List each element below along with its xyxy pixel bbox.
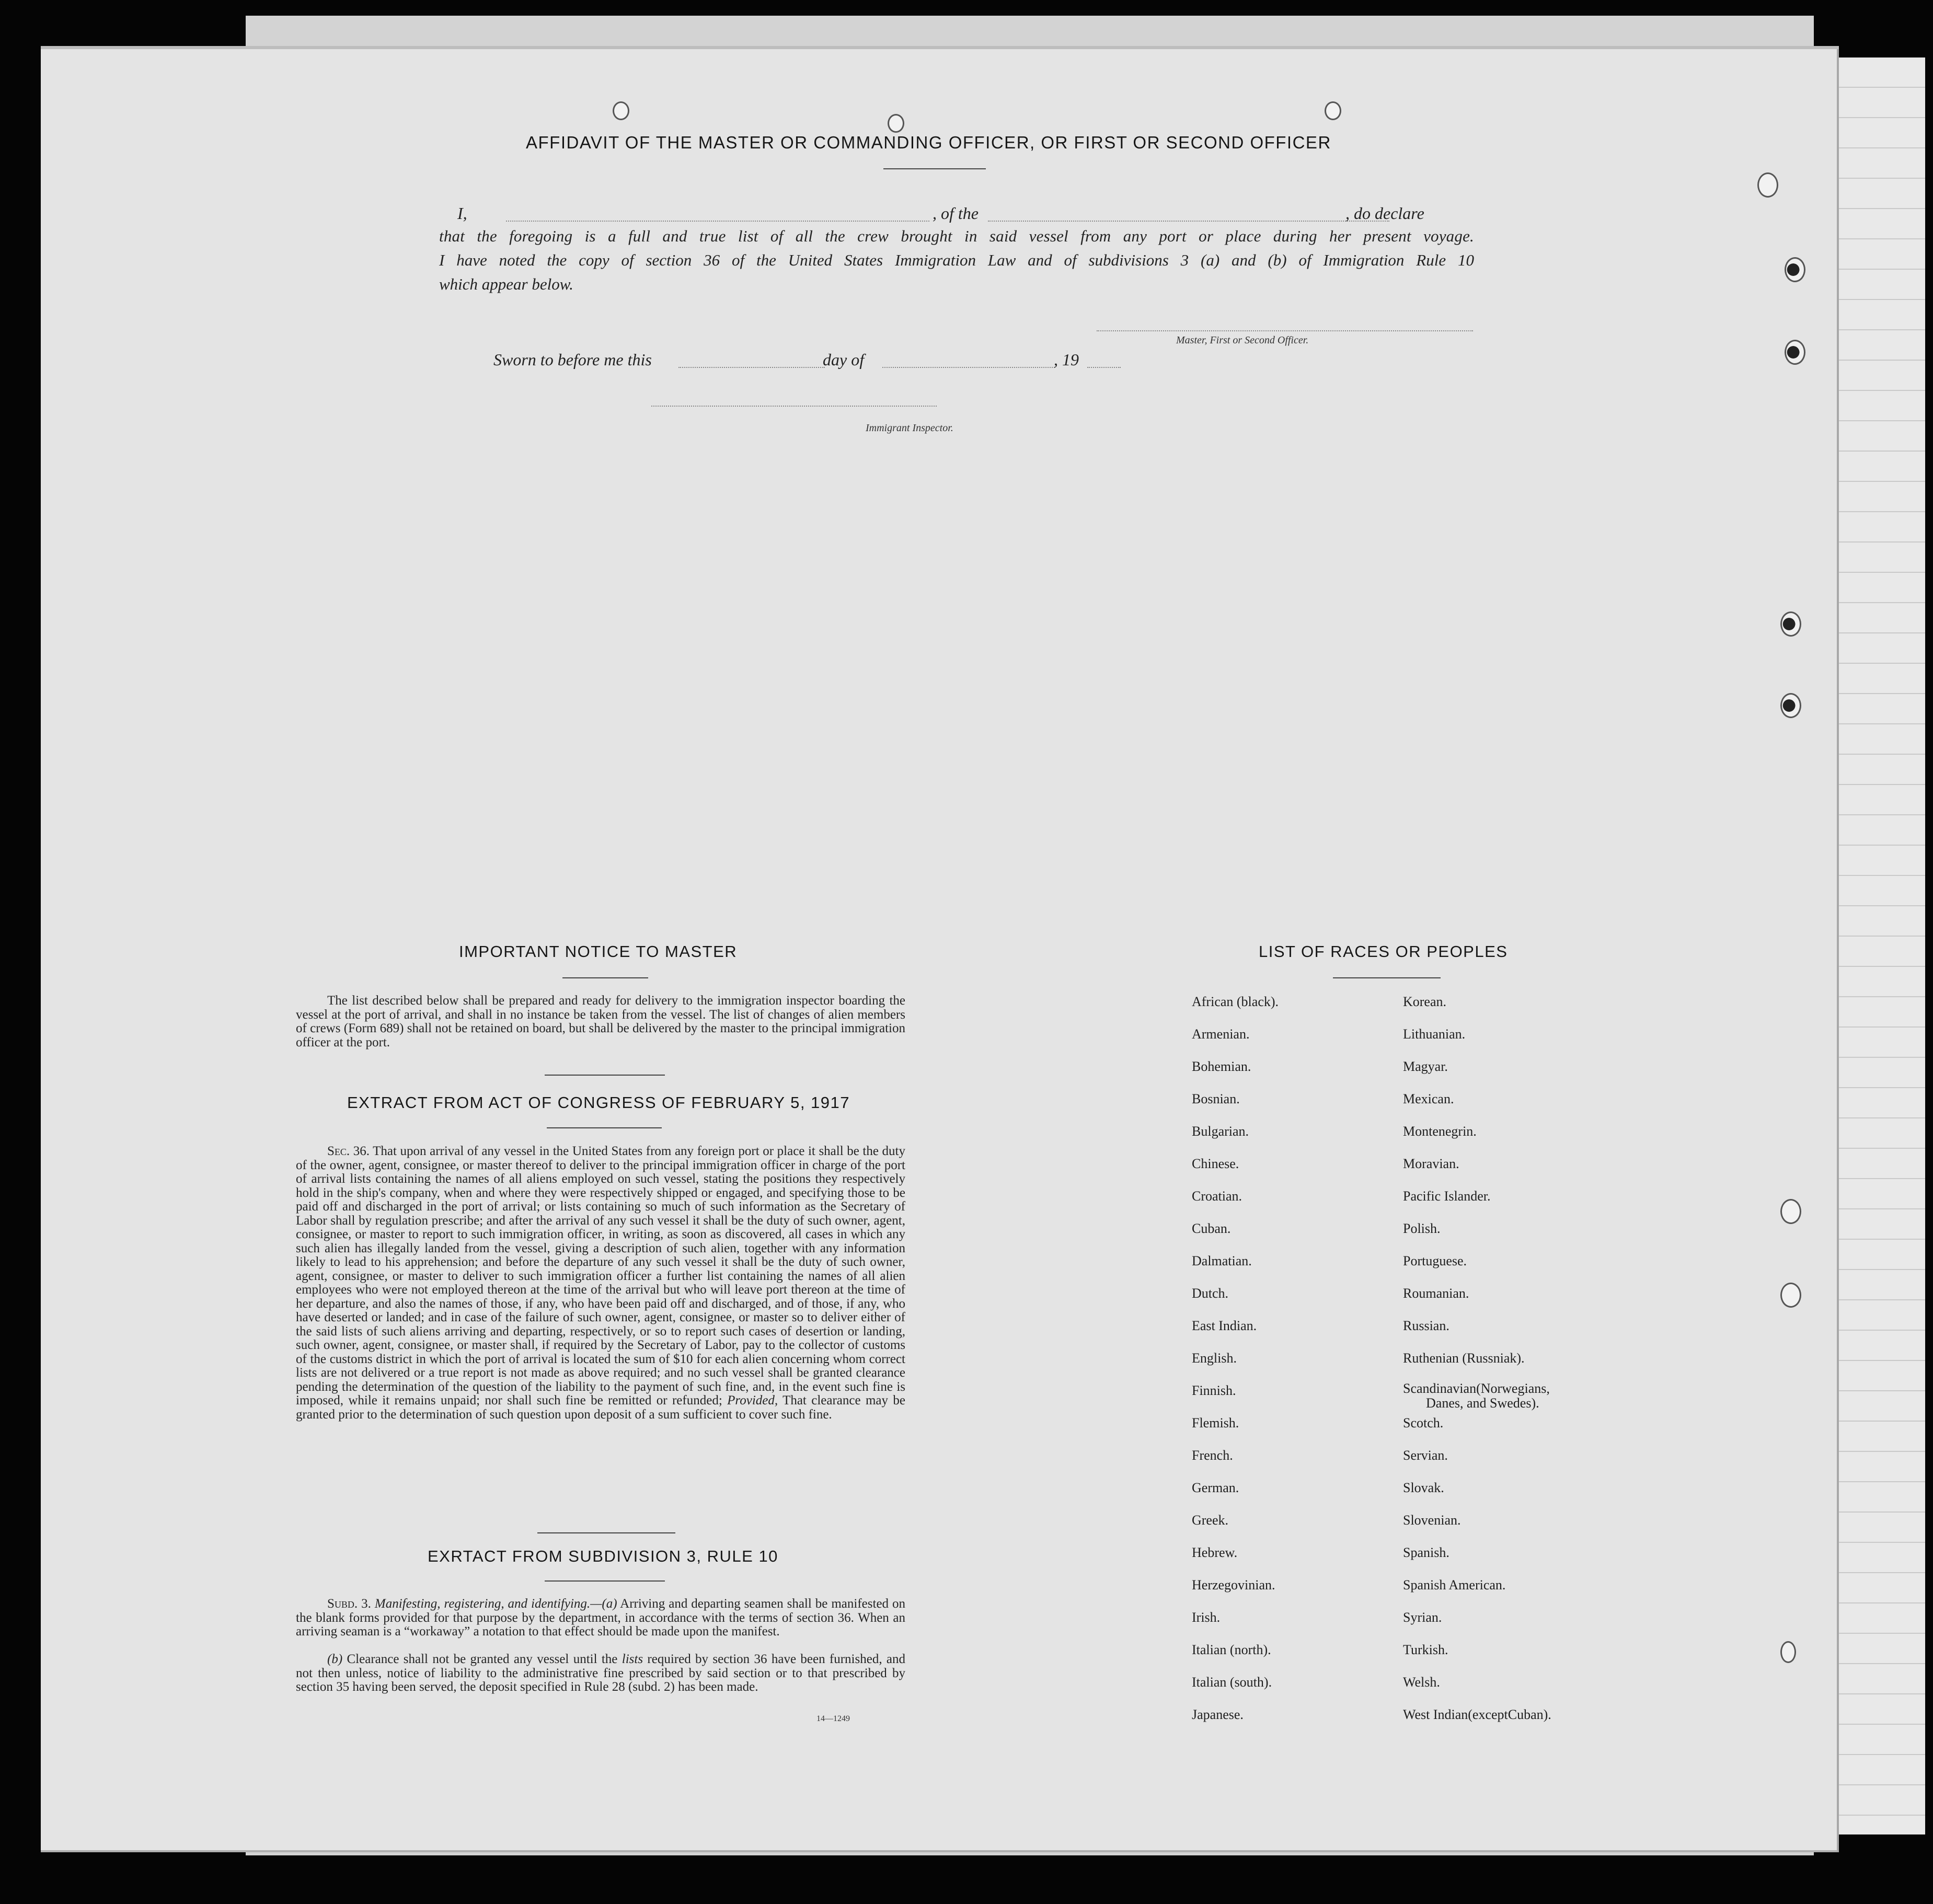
rule-subd-heading: Manifesting, registering, and identifying.—(a) [374,1597,617,1611]
race-item: Korean. [1403,994,1447,1009]
binder-hole-icon [1785,257,1805,282]
race-item: Bohemian. [1192,1059,1251,1074]
race-item: Syrian. [1403,1610,1442,1625]
race-item: Slovenian. [1403,1513,1461,1528]
race-item: Ruthenian (Russniak). [1403,1351,1525,1366]
rule-title: EXRTACT FROM SUBDIVISION 3, RULE 10 [428,1547,778,1565]
sworn-month-field[interactable] [882,367,1055,368]
binder-hole-icon [1780,693,1801,718]
binder-hole-icon [1780,611,1801,637]
race-item: English. [1192,1351,1237,1366]
inspector-signature-field[interactable] [651,406,937,407]
race-item: African (black). [1192,994,1279,1009]
affidavit-line-3: I have noted the copy of section 36 of the United States Immigration Law and of subdivisions 3 (a) and (b) of Immigration Rule 10 [439,251,1474,269]
race-item: Dutch. [1192,1286,1229,1301]
race-item: Roumanian. [1403,1286,1469,1301]
sworn-label: Sworn to before me this [493,350,652,369]
race-item: Hebrew. [1192,1545,1238,1560]
race-item: Greek. [1192,1513,1229,1528]
act-end-rule [537,1532,675,1533]
act-sec-label: Sec. 36. [327,1144,370,1158]
act-body: That upon arrival of any vessel in the United States from any foreign port or place it shall be the duty of the owner, agent, consignee, or master thereof to deliver to the principal immigration officer in charge of the port of arrival lists containing the names of all aliens employed on such vessel, stating the positions they respectively hold in the ship's company, when and where they were respectively shipped or engaged, and specifying those to be paid off and discharged in the port of arrival; or lists containing so much of such information as the Secretary of Labor shall by regulation prescribe; and after the arrival of any such vessel it shall be the duty of such owner, agent, consignee, or master to report to such immigration officer, in writing, as soon as discovered, all cases in which any such alien has illegally landed from the vessel, giving a description of such alien, together with any information likely to lead to his apprehension; and before the departure of any such vessel it shall be the duty of such owner, agent, consignee, or master to deliver to such immigration officer a further list containing the names of all alien employees who were not employed thereon at the time of the arrival but who will leave port thereon at the time of her departure, and also the names of those, if any, who have been paid off and discharged, and of those, if any, who have deserted or landed; and in case of the failure of such owner, agent, consignee, or master so to deliver either of the said lists of such aliens arriving and departing, respectively, or so to report such cases of desertion or landing, such owner, agent, consignee, or master shall, if required by the Secretary of Labor, pay to the collector of customs of the customs district in which the port of arrival is located the sum of $10 for each alien concerning whom correct lists are not delivered or a true report is not made as above required; and no such vessel shall be granted clearance pending the determination of the question of the liability to the payment of such fine, and, in the event such fine is imposed, while it remains unpaid; nor shall such fine be remitted or refunded; [296,1144,905,1407]
race-item: Italian (north). [1192,1642,1271,1657]
affidavit-do-declare-label: , do declare [1345,204,1424,223]
affidavit-i-label: I, [457,204,467,223]
year-label: , 19 [1054,350,1079,369]
sworn-day-field[interactable] [678,367,825,368]
master-signature-field[interactable] [1097,330,1473,331]
binder-hole-icon [1780,1283,1801,1308]
binder-hole-icon [1757,172,1778,198]
race-item: Flemish. [1192,1415,1239,1430]
inspector-label: Immigrant Inspector. [866,422,953,434]
affidavit-of-the-label: , of the [933,204,979,223]
race-item: Slovak. [1403,1480,1444,1495]
race-item: Portuguese. [1403,1253,1467,1268]
race-item: Moravian. [1403,1156,1459,1171]
race-item: Italian (south). [1192,1675,1272,1690]
notice-text: The list described below shall be prepared and ready for delivery to the immigration inspector boarding the vessel at the port of arrival, and shall in no instance be taken from the vessel. The list of changes of alien members of crews (Form 689) shall not be retained on board, but shall be delivered by the master to the principal immigration officer at the port. [296,994,905,1049]
affidavit-line-4: which appear below. [439,275,573,293]
race-item: West Indian(exceptCuban). [1403,1707,1551,1722]
form-number: 14—1249 [816,1714,850,1723]
rule-text-a [296,1597,905,1639]
act-title: EXTRACT FROM ACT OF CONGRESS OF FEBRUARY 5, 1917 [347,1093,850,1112]
race-item: Cuban. [1192,1221,1231,1236]
race-item: Irish. [1192,1610,1221,1625]
race-item: Pacific Islander. [1403,1188,1491,1204]
binder-hole-icon [1780,1641,1796,1663]
rule-b-body-2: required by section 36 have been furnished, and not then unless, notice of liability to the administrative fine prescribed by said section or to that prescribed by section 35 having been served, the deposit specified in Rule 28 (subd. 2) has been made. [296,1652,906,1694]
affidavit-title-rule [883,168,986,169]
race-item: Herzegovinian. [1192,1577,1275,1593]
rule-title-rule [545,1580,665,1582]
race-item: Spanish American. [1403,1577,1506,1593]
master-signature-label: Master, First or Second Officer. [1176,334,1309,346]
act-text [296,1145,905,1422]
act-provided-label: Provided, [727,1393,778,1407]
notice-end-rule [545,1075,665,1076]
race-item: Montenegrin. [1403,1124,1477,1139]
act-title-rule [547,1127,662,1128]
rule-b-label: (b) [327,1652,343,1666]
rule-b-body-1: Clearance shall not be granted any vessel until the [347,1652,618,1666]
race-item: Bulgarian. [1192,1124,1249,1139]
binder-hole-icon [888,114,904,133]
affidavit-title: AFFIDAVIT OF THE MASTER OR COMMANDING OFFICER, OR FIRST OR SECOND OFFICER [526,133,1331,152]
race-item: Bosnian. [1192,1091,1240,1106]
race-item: Dalmatian. [1192,1253,1252,1268]
race-item: Japanese. [1192,1707,1244,1722]
race-item-continuation: Danes, and Swedes). [1426,1395,1539,1411]
race-item: Croatian. [1192,1188,1242,1204]
race-item: Lithuanian. [1403,1026,1466,1042]
vessel-name-field[interactable] [988,221,1389,222]
race-item: Servian. [1403,1448,1448,1463]
form-page [41,46,1839,1852]
race-item: German. [1192,1480,1239,1495]
binder-hole-icon [1785,340,1805,365]
race-item: Mexican. [1403,1091,1454,1106]
binder-hole-icon [1780,1199,1801,1224]
race-item: Polish. [1403,1221,1441,1236]
master-name-field[interactable] [506,221,929,222]
race-item: Turkish. [1403,1642,1448,1657]
race-item: Magyar. [1403,1059,1448,1074]
races-title-rule [1333,977,1441,978]
race-item: Russian. [1403,1318,1449,1333]
rule-subd-label: Subd. 3. [327,1597,371,1611]
races-title: LIST OF RACES OR PEOPLES [1259,942,1508,961]
race-item: Scandinavian(Norwegians, [1403,1381,1550,1396]
binder-hole-icon [613,101,629,120]
race-item: Scotch. [1403,1415,1444,1430]
affidavit-line-2: that the foregoing is a full and true list of all the crew brought in said vessel from any port or place during her present voyage. [439,227,1474,245]
race-item: Welsh. [1403,1675,1440,1690]
race-item: Spanish. [1403,1545,1449,1560]
race-item: Finnish. [1192,1383,1236,1398]
rule-lists-word: lists [622,1652,643,1666]
race-item: Chinese. [1192,1156,1239,1171]
race-item: East Indian. [1192,1318,1257,1333]
race-item: Armenian. [1192,1026,1250,1042]
act-body-end: That clearance may be granted prior to the determination of such question upon deposit of a sum sufficient to cover such fine. [296,1393,905,1422]
sworn-year-field[interactable] [1087,367,1121,368]
race-item: French. [1192,1448,1233,1463]
notice-title-rule [562,977,648,978]
day-of-label: day of [823,350,865,369]
notice-title: IMPORTANT NOTICE TO MASTER [459,942,738,961]
rule-text-b [296,1653,905,1694]
rule-a-body: Arriving and departing seamen shall be manifested on the blank forms provided for that purpose by the department, in accordance with the terms of section 36. When an arriving seaman is a “workaway” a notation to that effect should be made upon the manifest. [296,1597,906,1638]
binder-hole-icon [1325,101,1341,120]
